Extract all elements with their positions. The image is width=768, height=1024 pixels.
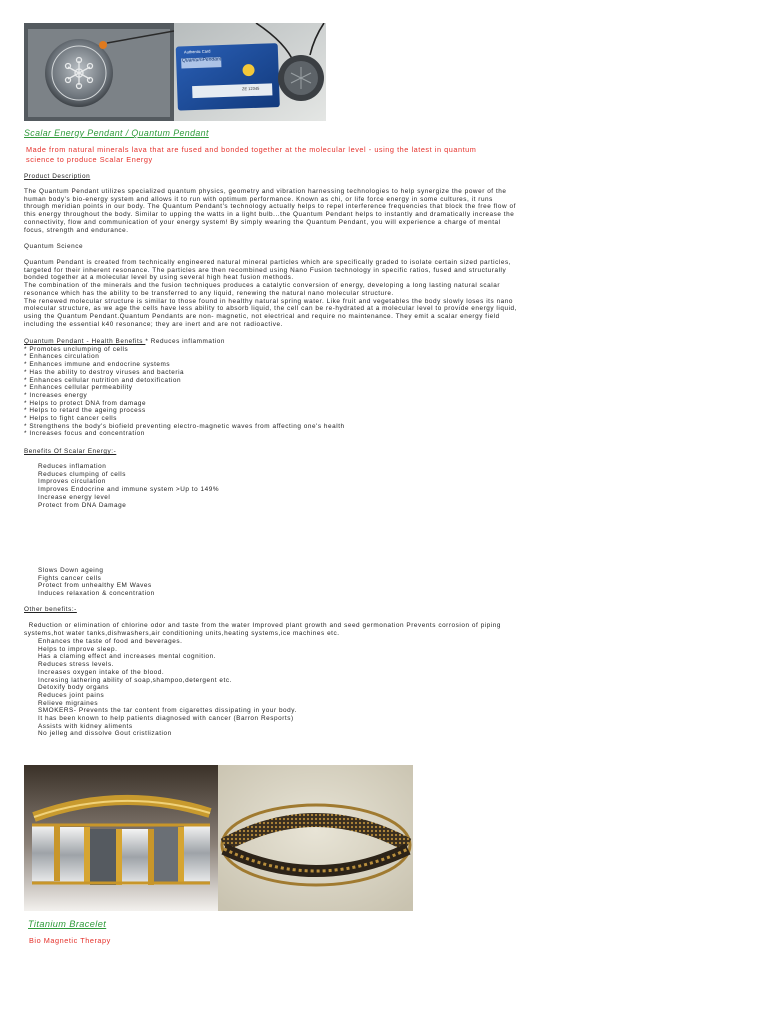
bracelet-photo-1: [24, 765, 218, 911]
body-line: The combination of the minerals and the fusion techniques produces a catalytic conversion of energy, developing a long lasting natural scalar: [24, 282, 501, 290]
body-line: this energy throughout the body. Similar to upping the watts in a light bulb...the Quantum Pendant helps to instantly and dramatically increase the: [24, 211, 515, 219]
body-line: The renewed molecular structure is similar to those found in healthy natural spring water. Like fruit and vegetables the body slowly loses its nano: [24, 297, 513, 305]
scalar-benefit-item: Reduces clumping of cells: [38, 470, 126, 478]
scalar-benefits-list-a: [38, 463, 219, 509]
other-benefit-item: Reduces stress levels.: [38, 661, 115, 669]
body-line: using the Quantum Pendant.Quantum Pendants are non- magnetic, not electrical and require no maintenance. They emit a scalar energy field: [24, 312, 500, 320]
health-benefit-item: * Enhances immune and endocrine systems: [24, 361, 171, 369]
body-line: Quantum Pendant is created from technically engineered natural mineral particles which are specifically graded to isolate certain sized particles,: [24, 259, 512, 266]
other-benefit-item: Has a claming effect and increases mental cognition.: [38, 653, 217, 661]
other-benefit-item: Increases oxygen intake of the blood.: [38, 668, 165, 676]
other-benefits-list: [38, 638, 297, 738]
card-id: ZE 12345: [241, 85, 260, 92]
scalar-benefits-heading: Benefits Of Scalar Energy:-: [24, 448, 117, 455]
scalar-benefit-item: Increase energy level: [38, 493, 111, 501]
scalar-benefit-item: Slows Down ageing: [38, 567, 104, 574]
pendant-subtitle: [26, 145, 476, 164]
card-line1: Authentic Card: [183, 48, 211, 55]
body-line: focus, strength and endurance.: [24, 226, 129, 234]
body-line: targeted for their inherent resonance. The particles are then recombined using Nano Fusion technology in specific ratios, fused and structurally: [24, 266, 507, 274]
pendant-subtitle-line: science to produce Scalar Energy: [26, 154, 153, 164]
other-benefit-item: Detoxify body organs: [38, 684, 110, 692]
body-line: resonance which has the ability to be transferred to any liquid, renewing the natural nano molecular structure.: [24, 289, 394, 297]
health-benefits-block: [24, 338, 345, 438]
other-benefits-heading: Other benefits:-: [24, 606, 77, 613]
body-line: systems,hot water tanks,dishwashers,air conditioning units,heating systems,ice machines etc.: [24, 629, 340, 637]
health-benefits-heading: Quantum Pendant - Health Benefits: [24, 338, 146, 345]
body-line: through meridian points in our body. The Quantum Pendant's technology actually helps to repel interference frequencies that block the free flow of: [24, 203, 516, 211]
health-benefit-item: * Enhances cellular permeability: [24, 384, 133, 392]
health-benefit-item: * Increases focus and concentration: [24, 430, 145, 438]
health-benefit-item: * Helps to retard the ageing process: [24, 407, 146, 415]
pendant-photo: [24, 23, 326, 121]
health-benefit-item: * Has the ability to destroy viruses and bacteria: [24, 368, 185, 376]
scalar-benefit-item: Fights cancer cells: [38, 574, 102, 582]
pendant-subtitle-line: Made from natural minerals lava that are fused and bonded together at the molecular level - using the latest in quantum: [26, 145, 477, 154]
health-benefit-item: * Strengthens the body's biofield preventing electro-magnetic waves from affecting one's health: [24, 422, 345, 430]
health-benefit-item: * Enhances cellular nutrition and detoxification: [24, 376, 182, 384]
scalar-benefit-item: Improves circulation: [38, 478, 106, 486]
body-line: including the essential k40 resonance; they are inert and are not radioactive.: [24, 320, 283, 328]
bracelet-photo-2: [218, 765, 413, 911]
body-line: molecular structure, as we age the cells have less ability to absorb liquid, the cell can be re-hydrated at a molecular level to provide energy liquid,: [24, 305, 517, 313]
product-description-heading: Product Description: [24, 173, 91, 180]
other-benefit-item: Relieve migraines: [38, 699, 99, 707]
product-description-body: [24, 188, 516, 234]
other-benefit-item: Incresing lathering ability of soap,shampoo,detergent etc.: [38, 676, 232, 684]
bracelet-photo-1-art: [24, 765, 218, 911]
pendant-photo-art: [24, 23, 326, 121]
health-benefit-first: * Reduces inflammation: [145, 338, 225, 345]
health-benefit-item: * Helps to protect DNA from damage: [24, 399, 147, 407]
health-benefit-item: * Increases energy: [24, 391, 88, 399]
health-benefits-heading-row: [24, 338, 345, 346]
body-line: connectivity, flow and communication of your energy system! By simply wearing the Quantum Pendant, you will experience a charge of mental: [24, 218, 501, 226]
other-benefit-item: It has been known to help patients diagnosed with cancer (Barron Resports): [38, 715, 294, 723]
other-benefit-item: Helps to improve sleep.: [38, 645, 118, 653]
other-benefits-intro: [24, 622, 501, 637]
body-line: bonded together at a molecular level by using several high heat fusion methods.: [24, 274, 294, 282]
bracelet-title-link[interactable]: Titanium Bracelet: [28, 919, 107, 929]
health-benefit-item: * Helps to fight cancer cells: [24, 415, 118, 423]
other-benefit-item: Enhances the taste of food and beverages.: [38, 638, 183, 645]
card-line2: QuantumPendant: [181, 56, 222, 64]
other-benefit-item: Reduces joint pains: [38, 691, 105, 699]
quantum-science-body: [24, 259, 517, 328]
scalar-benefit-item: Improves Endocrine and immune system >Up to 149%: [38, 486, 220, 494]
other-benefit-item: SMOKERS- Prevents the tar content from cigarettes dissipating in your body.: [38, 707, 297, 715]
other-benefit-item: Assists with kidney aliments: [38, 722, 133, 730]
scalar-benefits-list-b: [38, 567, 155, 598]
pendant-title-link[interactable]: Scalar Energy Pendant / Quantum Pendant: [24, 128, 209, 138]
scalar-benefit-item: Induces relaxation & concentration: [38, 590, 155, 598]
quantum-science-heading: Quantum Science: [24, 243, 84, 250]
bracelet-subtitle: Bio Magnetic Therapy: [29, 936, 111, 945]
bracelet-photo-2-art: [218, 765, 413, 911]
scalar-benefit-item: Reduces inflamation: [38, 463, 107, 470]
body-line: The Quantum Pendant utilizes specialized quantum physics, geometry and vibration harnessing technologies to help synergize the power of the: [24, 188, 507, 195]
body-line: Reduction or elimination of chlorine odor and taste from the water Improved plant growth and seed germonation Prevents corrosion of piping: [24, 622, 501, 629]
other-benefit-item: No jelleg and dissolve Gout cristlization: [38, 730, 172, 738]
health-benefit-item: * Enhances circulation: [24, 353, 100, 361]
scalar-benefit-item: Protect from unhealthy EM Waves: [38, 582, 152, 590]
body-line: human body's bio-energy system and allows it to run with optimum performance. Known as chi, or life force energy in some cultures, it runs: [24, 195, 493, 203]
health-benefit-item: * Promotes unclumping of cells: [24, 345, 129, 353]
scalar-benefit-item: Protect from DNA Damage: [38, 501, 127, 509]
